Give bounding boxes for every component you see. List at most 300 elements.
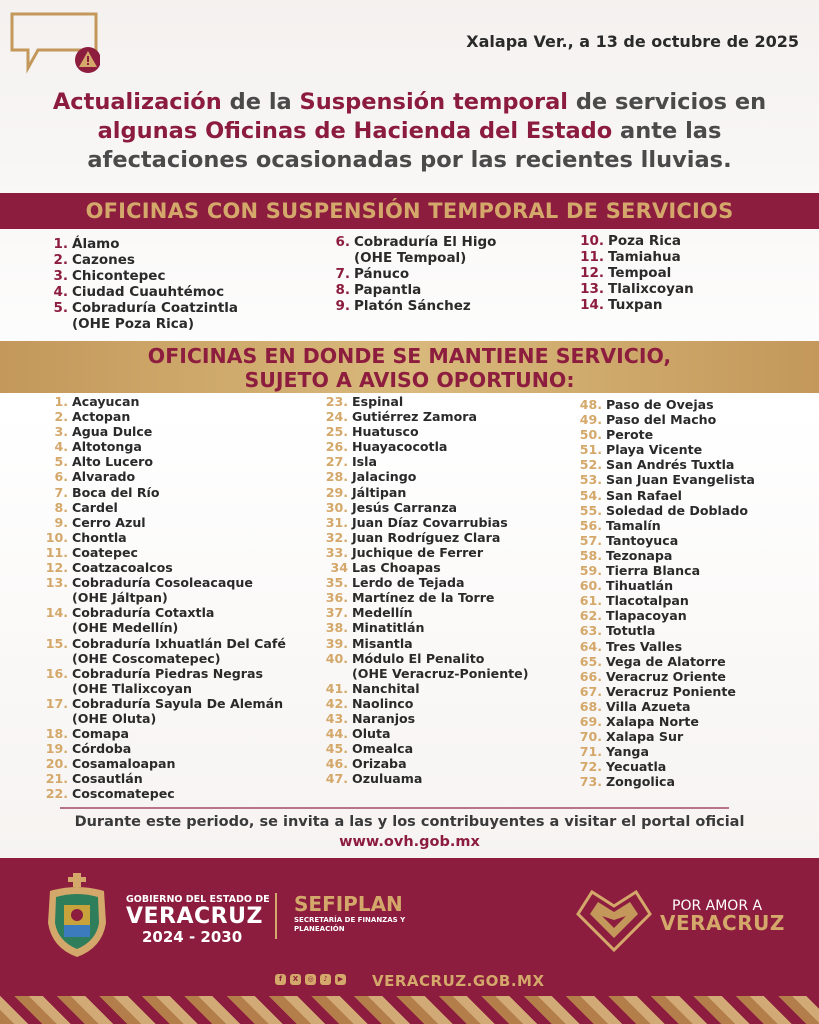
list-item	[44, 590, 286, 605]
list-item-label: Yanga	[606, 744, 649, 760]
list-item-number: 6.	[54, 469, 68, 485]
gov-line2: VERACRUZ	[126, 904, 263, 929]
list-item-number: 8.	[54, 499, 68, 515]
list-item-label: Jáltipan	[352, 484, 407, 500]
list-item	[574, 412, 755, 427]
list-item	[48, 268, 238, 284]
list-item-label: Tamalín	[606, 517, 661, 533]
list-item	[574, 759, 755, 774]
list-item-number: 56.	[579, 517, 602, 533]
list-item-number: 71.	[579, 744, 602, 760]
suspension-col-2	[326, 234, 496, 314]
list-item-label: Tres Valles	[606, 638, 683, 654]
list-item-label: Agua Dulce	[72, 424, 153, 440]
sefiplan-subtitle: SECRETARÍA DE FINANZAS Y PLANEACIÓN	[294, 916, 406, 933]
headline-part: de servicios en	[567, 89, 767, 115]
list-item-number: 66.	[579, 668, 602, 684]
decorative-pattern	[0, 996, 819, 1024]
list-item	[44, 469, 286, 484]
list-item-label: Álamo	[72, 236, 120, 252]
list-item-label: Coscomatepec	[72, 786, 175, 802]
list-item	[574, 578, 755, 593]
list-item-label: Naranjos	[352, 710, 416, 726]
list-item-number: 28.	[325, 469, 348, 485]
list-item-label: San Andrés Tuxtla	[606, 457, 735, 473]
list-item-label: Coatzacoalcos	[72, 560, 173, 576]
list-item	[320, 681, 528, 696]
list-item-label: Espinal	[352, 394, 404, 409]
list-item	[48, 284, 238, 300]
list-item-label: Cosamaloapan	[72, 756, 176, 772]
list-item-label: Jesús Carranza	[352, 499, 458, 515]
list-item	[44, 439, 286, 454]
list-item-label: (OHE Jáltpan)	[72, 590, 168, 606]
headline-part: ante las afectaciones ocasionadas por las recientes lluvias.	[87, 118, 732, 173]
list-item-number: 38.	[325, 620, 348, 636]
list-item	[574, 729, 755, 744]
list-item	[44, 515, 286, 530]
list-item-number: 50.	[579, 427, 602, 443]
date-line: Xalapa Ver., a 13 de octubre de 2025	[466, 32, 799, 51]
list-item	[44, 454, 286, 469]
list-item-label: Paso de Ovejas	[606, 397, 714, 412]
list-item	[320, 469, 528, 484]
list-item-label: Tierra Blanca	[606, 563, 701, 579]
list-item-number: 55.	[579, 502, 602, 518]
list-item-number: 68.	[579, 698, 602, 714]
portal-link[interactable]: www.ovh.gob.mx	[339, 834, 480, 850]
gov-line1: GOBIERNO DEL ESTADO DE	[126, 894, 270, 905]
list-item-label: Cobraduría Sayula De Alemán	[72, 695, 284, 711]
list-item-number: 6.	[335, 234, 350, 250]
heart-logo	[574, 884, 654, 952]
list-item-number: 72.	[579, 759, 602, 775]
alert-chat-icon	[8, 10, 100, 74]
list-item	[574, 593, 755, 608]
list-item	[574, 518, 755, 533]
list-item-label: Minatitlán	[352, 620, 425, 636]
list-item-label: Xalapa Sur	[606, 729, 684, 745]
list-item-label: (OHE Poza Rica)	[72, 316, 195, 332]
list-item	[320, 696, 528, 711]
list-item-number: 61.	[579, 593, 602, 609]
list-item-number	[44, 620, 68, 635]
veracruz-text: VERACRUZ	[660, 911, 785, 935]
list-item-number: 12.	[580, 265, 604, 281]
youtube-icon[interactable]: ▶	[335, 974, 346, 985]
portal-note: Durante este periodo, se invita a las y los contribuyentes a visitar el portal oficial	[74, 814, 745, 830]
list-item	[576, 281, 694, 297]
list-item	[44, 681, 286, 696]
list-item	[320, 394, 528, 409]
list-item-label: Poza Rica	[608, 233, 681, 249]
list-item-number: 4.	[54, 439, 68, 455]
list-item	[320, 500, 528, 515]
list-item-label: Paso del Macho	[606, 412, 717, 428]
list-item-label: Altotonga	[72, 439, 142, 455]
list-item	[574, 533, 755, 548]
list-item-number: 11.	[45, 544, 68, 560]
list-item	[574, 442, 755, 457]
list-item-label: Perote	[606, 427, 654, 443]
list-item-number: 15.	[45, 635, 68, 651]
list-item-number: 51.	[579, 442, 602, 458]
list-item-label: Totutla	[606, 623, 656, 639]
service-col-2	[320, 394, 528, 786]
list-item	[574, 457, 755, 472]
list-item-number: 9.	[335, 298, 350, 314]
list-item	[574, 699, 755, 714]
list-item-label: Platón Sánchez	[354, 298, 471, 314]
list-item-label: Acayucan	[72, 394, 140, 409]
list-item-number: 8.	[335, 282, 350, 298]
headline-part: algunas Oficinas de Hacienda del Estado	[97, 118, 613, 144]
list-item	[44, 605, 286, 620]
list-item	[574, 488, 755, 503]
list-item-label: Veracruz Oriente	[606, 668, 726, 684]
list-item-label: Jalacingo	[352, 469, 417, 485]
sefiplan-logo: SEFIPLAN	[294, 892, 403, 916]
list-item	[574, 397, 755, 412]
list-item-label: Zongolica	[606, 774, 676, 790]
list-item	[574, 669, 755, 684]
list-item	[44, 560, 286, 575]
list-item-label: Cerro Azul	[72, 514, 146, 530]
list-item-number	[44, 651, 68, 666]
headline-part: de la	[221, 89, 300, 115]
list-item-number	[320, 666, 348, 681]
list-item	[574, 427, 755, 442]
headline-part: Actualización	[52, 89, 222, 115]
list-item-number: 3.	[54, 424, 68, 440]
list-item-label: Huayacocotla	[352, 439, 448, 455]
list-item	[326, 266, 496, 282]
list-item	[44, 485, 286, 500]
list-item	[320, 605, 528, 620]
list-item-label: Huatusco	[352, 424, 419, 440]
list-item-label: Lerdo de Tejada	[352, 575, 465, 591]
list-item	[320, 636, 528, 651]
list-item	[574, 684, 755, 699]
list-item-label: Juan Díaz Covarrubias	[352, 514, 508, 530]
list-item-number: 42.	[325, 695, 348, 711]
list-item-label: Tihuatlán	[606, 578, 674, 594]
list-item-number: 49.	[579, 412, 602, 428]
list-item-number: 31.	[325, 514, 348, 530]
list-item-label: (OHE Tempoal)	[354, 250, 467, 266]
service-title	[0, 341, 819, 393]
list-item-label: Naolinco	[352, 695, 414, 711]
list-item	[44, 620, 286, 635]
list-item-label: Módulo El Penalito	[352, 650, 485, 666]
list-item-number: 43.	[325, 710, 348, 726]
list-item-label: Villa Azueta	[606, 698, 691, 714]
list-item	[44, 741, 286, 756]
website-link[interactable]: VERACRUZ.GOB.MX	[372, 972, 545, 990]
list-item	[320, 560, 528, 575]
list-item-number: 14.	[45, 605, 68, 621]
list-item-label: (OHE Medellín)	[72, 620, 179, 636]
list-item	[320, 651, 528, 666]
list-item	[44, 651, 286, 666]
list-item-label: Cobraduría Coatzintla	[72, 300, 239, 316]
list-item-number: 53.	[579, 472, 602, 488]
list-item-number: 59.	[579, 563, 602, 579]
list-item-number: 63.	[579, 623, 602, 639]
list-item-label: Chicontepec	[72, 268, 166, 284]
list-item-label: Tlacotalpan	[606, 593, 689, 609]
list-item-label: Yecuatla	[606, 759, 667, 775]
list-item-label: Pánuco	[354, 266, 410, 282]
list-item-label: (OHE Tlalixcoyan	[72, 680, 192, 696]
list-item	[574, 639, 755, 654]
list-item	[44, 575, 286, 590]
logo-divider	[275, 893, 277, 939]
list-item-label: Xalapa Norte	[606, 713, 699, 729]
veracruz-shield-logo	[42, 873, 112, 959]
list-item-number: 37.	[325, 605, 348, 621]
list-item	[44, 636, 286, 651]
list-item-label: Medellín	[352, 605, 413, 621]
facebook-icon[interactable]: f	[275, 974, 286, 985]
service-col-3	[574, 397, 755, 789]
por-amor-text: POR AMOR A	[672, 898, 763, 914]
list-item-number: 5.	[54, 454, 68, 470]
list-item-number: 54.	[579, 487, 602, 503]
list-item	[320, 575, 528, 590]
list-item	[576, 233, 694, 249]
list-item	[574, 623, 755, 638]
list-item-number	[48, 316, 68, 332]
list-item	[574, 744, 755, 759]
list-item-label: Ozuluama	[352, 771, 423, 787]
list-item-label: Ciudad Cuauhtémoc	[72, 284, 225, 300]
list-item-number	[44, 590, 68, 605]
list-item-label: Soledad de Doblado	[606, 502, 749, 518]
list-item-number: 39.	[325, 635, 348, 651]
social-icons	[275, 974, 346, 985]
list-item-label: Martínez de la Torre	[352, 590, 495, 606]
list-item-number: 16.	[45, 665, 68, 681]
list-item-number: 27.	[325, 454, 348, 470]
list-item-number: 9.	[54, 514, 68, 530]
list-item-label: Alto Lucero	[72, 454, 153, 470]
list-item	[44, 394, 286, 409]
list-item-label: Alvarado	[72, 469, 136, 485]
service-col-1	[44, 394, 286, 802]
list-item	[320, 424, 528, 439]
list-item	[44, 756, 286, 771]
list-item-label: Chontla	[72, 529, 127, 545]
list-item	[48, 300, 238, 316]
list-item-label: (OHE Veracruz-Poniente)	[352, 665, 529, 681]
list-item	[320, 771, 528, 786]
list-item-number: 70.	[579, 729, 602, 745]
headline-part: Suspensión temporal	[299, 89, 568, 115]
list-item-label: (OHE Oluta)	[72, 710, 157, 726]
list-item-number: 26.	[325, 439, 348, 455]
list-item	[320, 515, 528, 530]
list-item-number: 60.	[579, 578, 602, 594]
list-item-label: Juan Rodríguez Clara	[352, 529, 501, 545]
tiktok-icon[interactable]: ♪	[320, 974, 331, 985]
list-item	[320, 439, 528, 454]
list-item-number: 35.	[325, 575, 348, 591]
list-item	[576, 297, 694, 313]
list-item-number: 67.	[579, 683, 602, 699]
list-item-number: 46.	[325, 756, 348, 772]
list-item-number: 20.	[45, 756, 68, 772]
list-item	[320, 756, 528, 771]
list-item	[320, 485, 528, 500]
list-item-number: 44.	[325, 726, 348, 742]
list-item-number: 10.	[580, 233, 604, 249]
list-item-number: 2.	[54, 409, 68, 425]
list-item	[48, 252, 238, 268]
list-item	[574, 654, 755, 669]
suspension-col-3	[576, 233, 694, 313]
list-item-label: Papantla	[354, 282, 422, 298]
list-item-number: 52.	[579, 457, 602, 473]
list-item-number: 48.	[579, 397, 602, 412]
list-item-number: 65.	[579, 653, 602, 669]
list-item-number: 33.	[325, 544, 348, 560]
list-item-number: 45.	[325, 741, 348, 757]
list-item	[320, 454, 528, 469]
list-item-number: 69.	[579, 713, 602, 729]
list-item	[320, 741, 528, 756]
list-item-label: Cobraduría El Higo	[354, 234, 497, 250]
list-item-label: Córdoba	[72, 741, 132, 757]
list-item	[320, 409, 528, 424]
list-item-number: 24.	[325, 409, 348, 425]
list-item-label: Cardel	[72, 499, 118, 515]
list-item-label: Tantoyuca	[606, 532, 679, 548]
list-item-label: Comapa	[72, 726, 130, 742]
list-item	[574, 714, 755, 729]
x-icon[interactable]: X	[290, 974, 301, 985]
divider	[60, 807, 729, 809]
list-item-number: 25.	[325, 424, 348, 440]
list-item-number: 41.	[325, 680, 348, 696]
list-item	[320, 545, 528, 560]
list-item	[44, 424, 286, 439]
list-item	[326, 250, 496, 266]
list-item	[576, 265, 694, 281]
list-item-number: 21.	[45, 771, 68, 787]
list-item	[44, 409, 286, 424]
list-item-number: 47.	[325, 771, 348, 787]
list-item-number	[44, 681, 68, 696]
list-item-label: San Rafael	[606, 487, 682, 503]
list-item	[44, 530, 286, 545]
gov-line3: 2024 - 2030	[142, 928, 243, 946]
list-item-label: Boca del Río	[72, 484, 160, 500]
list-item	[48, 316, 238, 332]
list-item-label: Tuxpan	[608, 297, 663, 313]
list-item-label: Gutiérrez Zamora	[352, 409, 477, 425]
list-item-number: 64.	[579, 638, 602, 654]
list-item-label: Nanchital	[352, 680, 420, 696]
list-item-label: Oluta	[352, 726, 391, 742]
list-item-label: Misantla	[352, 635, 413, 651]
list-item-number: 30.	[325, 499, 348, 515]
list-item-number: 23.	[325, 394, 348, 409]
list-item-label: Tlapacoyan	[606, 608, 687, 624]
list-item-label: Isla	[352, 454, 377, 470]
list-item-label: Cazones	[72, 252, 135, 268]
service-title-line1: OFICINAS EN DONDE SE MANTIENE SERVICIO,	[147, 344, 672, 368]
list-item-label: Cobraduría Cotaxtla	[72, 605, 215, 621]
list-item-number: 7.	[54, 484, 68, 500]
list-item-label: Cobraduría Cosoleacaque	[72, 575, 253, 591]
list-item-label: Tamiahua	[608, 249, 681, 265]
instagram-icon[interactable]: ◎	[305, 974, 316, 985]
list-item	[326, 282, 496, 298]
list-item	[320, 620, 528, 635]
list-item	[574, 472, 755, 487]
list-item	[574, 774, 755, 789]
list-item	[574, 548, 755, 563]
list-item-label: (OHE Coscomatepec)	[72, 650, 221, 666]
list-item	[320, 666, 528, 681]
list-item	[44, 500, 286, 515]
list-item-number: 10.	[45, 529, 68, 545]
list-item	[44, 771, 286, 786]
list-item-number: 11.	[580, 249, 604, 265]
list-item-number: 29.	[325, 484, 348, 500]
list-item	[48, 236, 238, 252]
list-item-label: Vega de Alatorre	[606, 653, 726, 669]
list-item	[574, 503, 755, 518]
list-item-number: 12.	[45, 560, 68, 576]
list-item	[576, 249, 694, 265]
list-item-number: 3.	[53, 268, 68, 284]
suspension-col-1	[48, 236, 238, 332]
list-item-number: 62.	[579, 608, 602, 624]
list-item-label: Cosautlán	[72, 771, 143, 787]
list-item-label: Omealca	[352, 741, 414, 757]
list-item-label: Orizaba	[352, 756, 407, 772]
list-item-number: 19.	[45, 741, 68, 757]
list-item-label: Tezonapa	[606, 547, 673, 563]
list-item	[320, 530, 528, 545]
list-item-label: Las Choapas	[352, 560, 441, 576]
list-item-label: Veracruz Poniente	[606, 683, 736, 699]
list-item-number: 17.	[45, 695, 68, 711]
list-item-number: 1.	[53, 236, 68, 252]
list-item	[44, 726, 286, 741]
list-item-number	[326, 250, 350, 266]
list-item	[574, 563, 755, 578]
service-title-line2: SUJETO A AVISO OPORTUNO:	[244, 368, 575, 392]
list-item	[326, 234, 496, 250]
list-item	[44, 696, 286, 711]
list-item	[44, 666, 286, 681]
list-item	[44, 711, 286, 726]
list-item-number: 2.	[53, 252, 68, 268]
list-item-number: 40.	[325, 650, 348, 666]
list-item-label: Cobraduría Piedras Negras	[72, 665, 264, 681]
list-item-number: 57.	[579, 532, 602, 548]
list-item	[44, 545, 286, 560]
list-item	[320, 590, 528, 605]
list-item-number: 18.	[45, 726, 68, 742]
list-item-label: Juchique de Ferrer	[352, 544, 484, 560]
list-item-number: 36.	[325, 590, 348, 606]
list-item	[44, 786, 286, 801]
list-item-number: 58.	[579, 547, 602, 563]
